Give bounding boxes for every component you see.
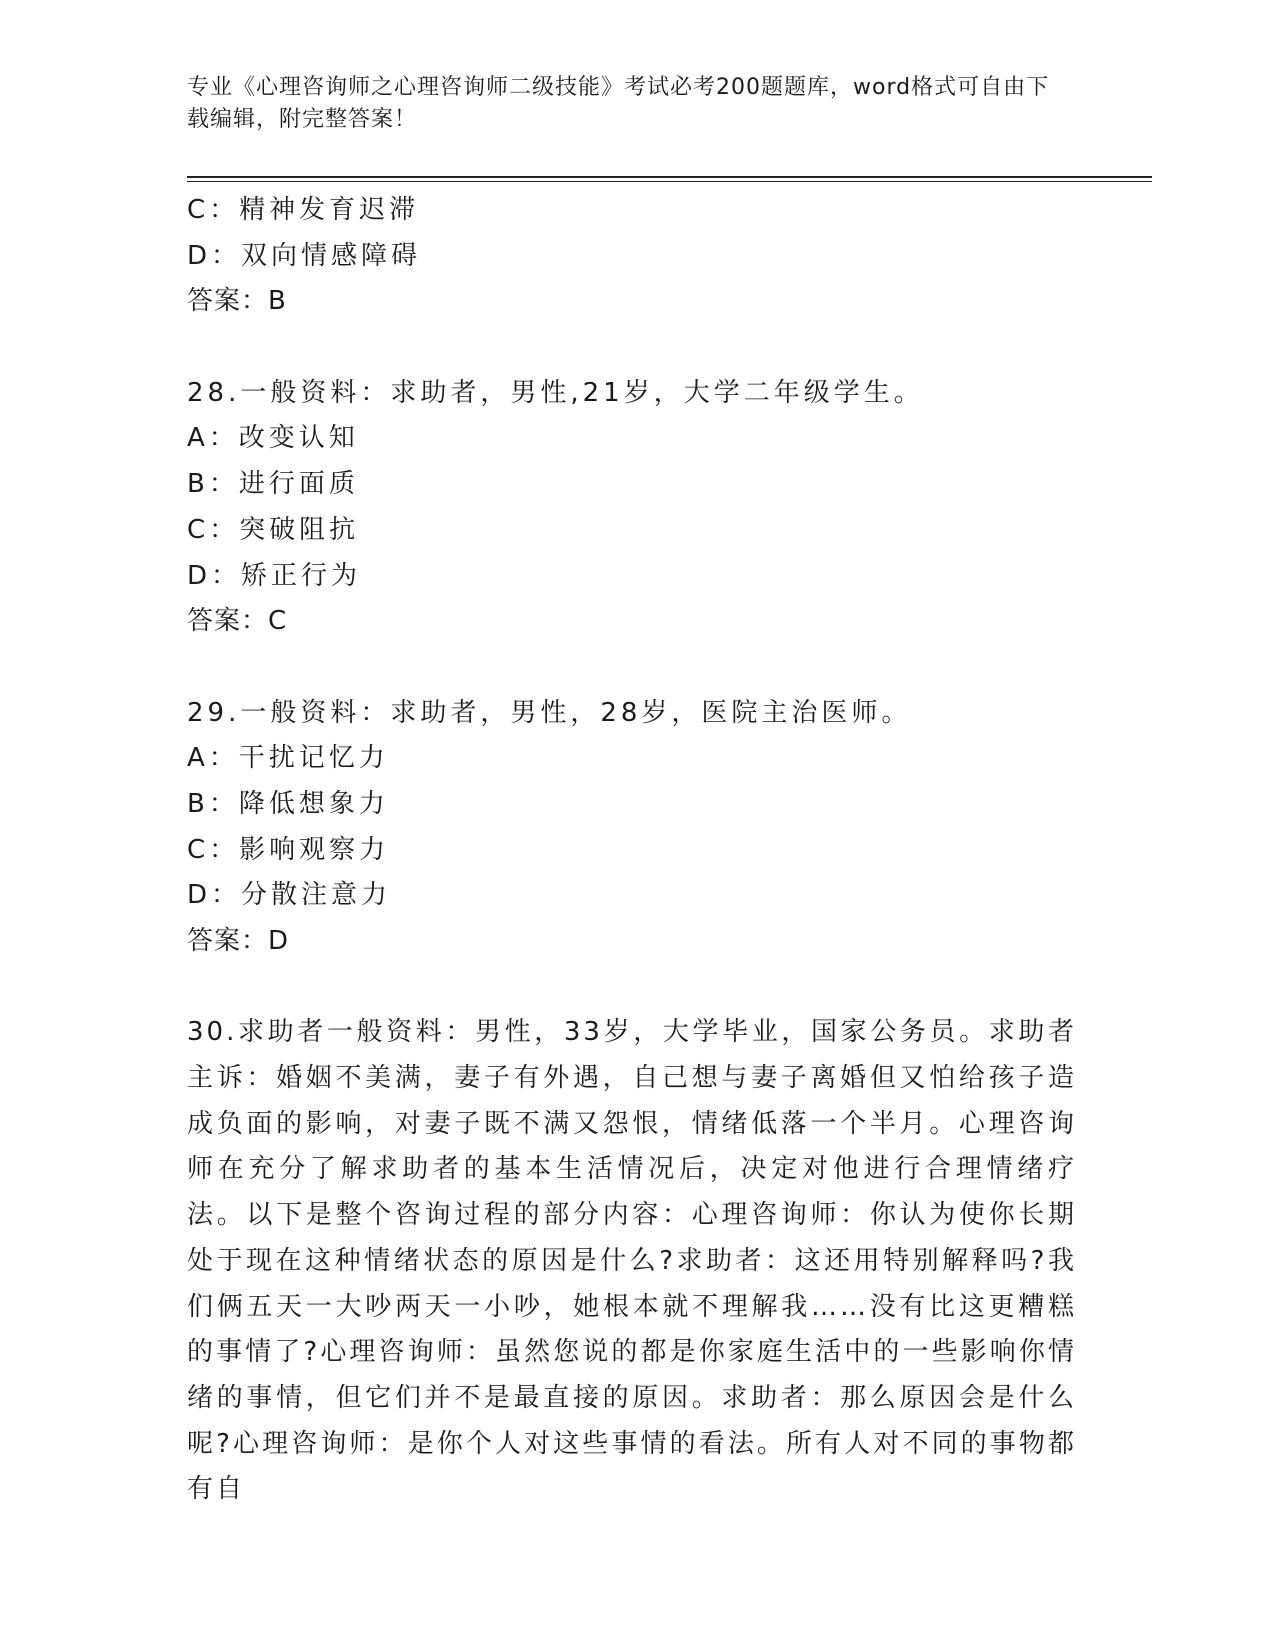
option-a: A：干扰记忆力 [187,743,389,774]
spacer [187,965,1077,1011]
question-27-tail [187,188,1077,325]
page-header: 专业《心理咨询师之心理咨询师二级技能》考试必考200题题库，word格式可自由下载编辑，附完整答案！ [187,75,1050,132]
question-30 [187,1010,1077,1513]
header-rule-thin [187,181,1152,182]
option-d: D：矫正行为 [187,560,362,591]
spacer [187,645,1077,691]
option-d: D：分散注意力 [187,880,392,911]
question-stem: 28.一般资料：求助者，男性,21岁，大学二年级学生。 [187,377,924,408]
question-paragraph: 30.求助者一般资料：男性，33岁，大学毕业，国家公务员。求助者主诉：婚姻不美满，妻子有外遇，自己想与妻子离婚但又怕给孩子造成负面的影响，对妻子既不满又怨恨，情绪低落一个半月。心理咨询师在充分了解求助者的基本生活情况后，决定对他进行合理情绪疗法。以下是整个咨询过程的部分内容：心理咨询师：你认为使你长期处于现在这种情绪状态的原因是什么?求助者：这还用特别解释吗?我们俩五天一大吵两天一小吵，她根本就不理解我……没有比这更糟糕的事情了?心理咨询师：虽然您说的都是你家庭生活中的一些影响你情绪的事情，但它们并不是最直接的原因。求助者：那么原因会是什么呢?心理咨询师：是你个人对这些事情的看法。所有人对不同的事物都有自 [187,1017,1077,1505]
question-content [187,188,1077,1513]
header-rule [187,176,1152,178]
option-c: C：突破阻抗 [187,514,360,545]
option-c: C：精神发育迟滞 [187,195,420,225]
option-c: C：影响观察力 [187,834,390,865]
question-28 [187,371,1077,645]
option-b: B：降低想象力 [187,788,389,819]
option-d: D：双向情感障碍 [187,240,422,271]
question-stem: 29.一般资料：求助者，男性，28岁，医院主治医师。 [187,697,912,728]
spacer [187,325,1077,371]
answer-line: 答案：B [187,286,287,317]
answer-line: 答案：C [187,606,288,637]
option-a: A：改变认知 [187,423,359,454]
answer-line: 答案：D [187,926,290,956]
question-29 [187,691,1077,965]
option-b: B：进行面质 [187,469,359,500]
